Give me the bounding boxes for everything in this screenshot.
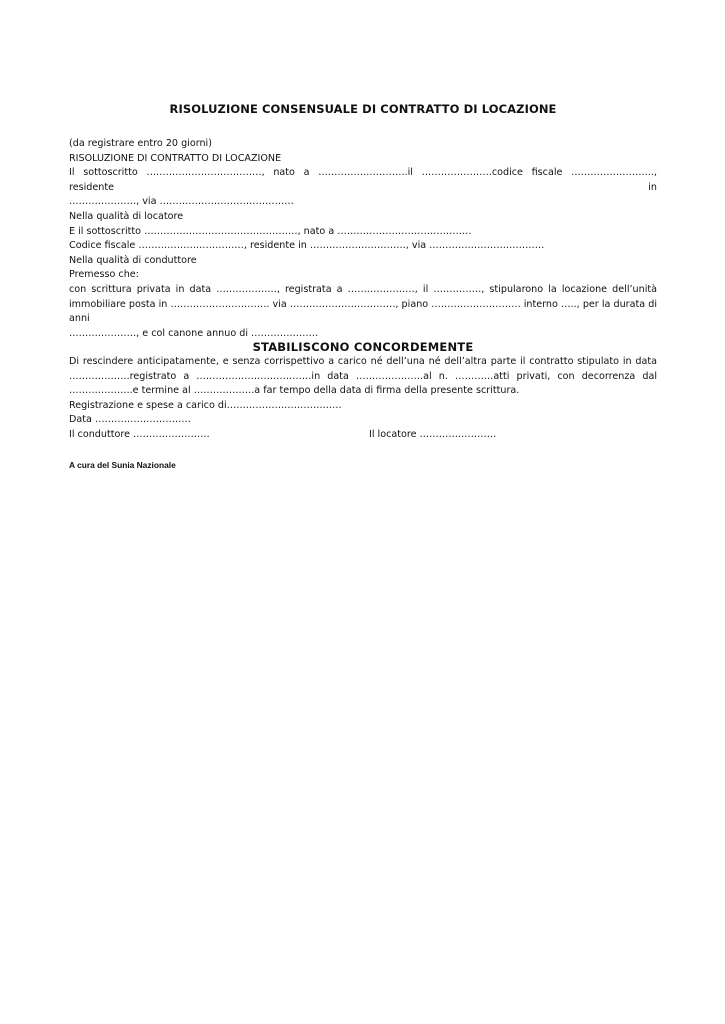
agreement-line-3: ………………..e termine al ……………….a far tempo della data di firma della presente scrittura. [69, 385, 520, 397]
document-title: RISOLUZIONE CONSENSUALE DI CONTRATTO DI LOCAZIONE [169, 102, 557, 116]
undersigned-line-1: Il sottoscritto ………………………………, nato a ……………………….il ………………….codice fiscale …………………….., residente in [69, 167, 657, 193]
landlord-role-line: Nella qualità di locatore [69, 210, 184, 222]
section-heading: RISOLUZIONE DI CONTRATTO DI LOCAZIONE [69, 152, 282, 164]
agreement-line-2: ……………….registrato a ………………………………in data …………………al n. …………atti privati, con decorrenza dal [69, 370, 657, 382]
contract-line-3: …………………, e col canone annuo di ………………… [69, 327, 319, 339]
agreement-line-1: Di rescindere anticipatamente, e senza corrispettivo a carico né dell’una né dell’altra parte il contratto stipulato in data [69, 355, 657, 367]
contract-line-1: con scrittura privata in data ………………., registrata a …………………, il ……………, stipularono la locazione dell’unità [69, 283, 657, 295]
undersigned-line-1-continuation: …………………, via …………………………………… [69, 196, 294, 208]
tenant-signature: Il conduttore …………………… [69, 428, 210, 440]
signature-row [69, 428, 657, 443]
date-line: Data ………………………… [69, 414, 191, 426]
landlord-signature: Il locatore …………………… [369, 428, 497, 440]
undersigned-line-2: E il sottoscritto …………………………………………, nato a …………………………………… [69, 225, 472, 237]
costs-line: Registrazione e spese a carico di……………………………… [69, 399, 342, 411]
footer-credit: A cura del Sunia Nazionale [69, 460, 176, 470]
contract-line-2: immobiliare posta in …………………………. via ……………………………, piano ………………………. interno ….., per la durata di anni [69, 298, 657, 325]
tenant-role-line: Nella qualità di conduttore [69, 254, 197, 266]
agreement-section-title: STABILISCONO CONCORDEMENTE [252, 340, 474, 355]
premise-line: Premesso che: [69, 269, 139, 281]
registration-note: (da registrare entro 20 giorni) [69, 138, 212, 149]
tax-code-line-2: Codice fiscale ……………………………, residente in …………………………, via ……………………………… [69, 240, 545, 252]
document-body [69, 137, 657, 442]
